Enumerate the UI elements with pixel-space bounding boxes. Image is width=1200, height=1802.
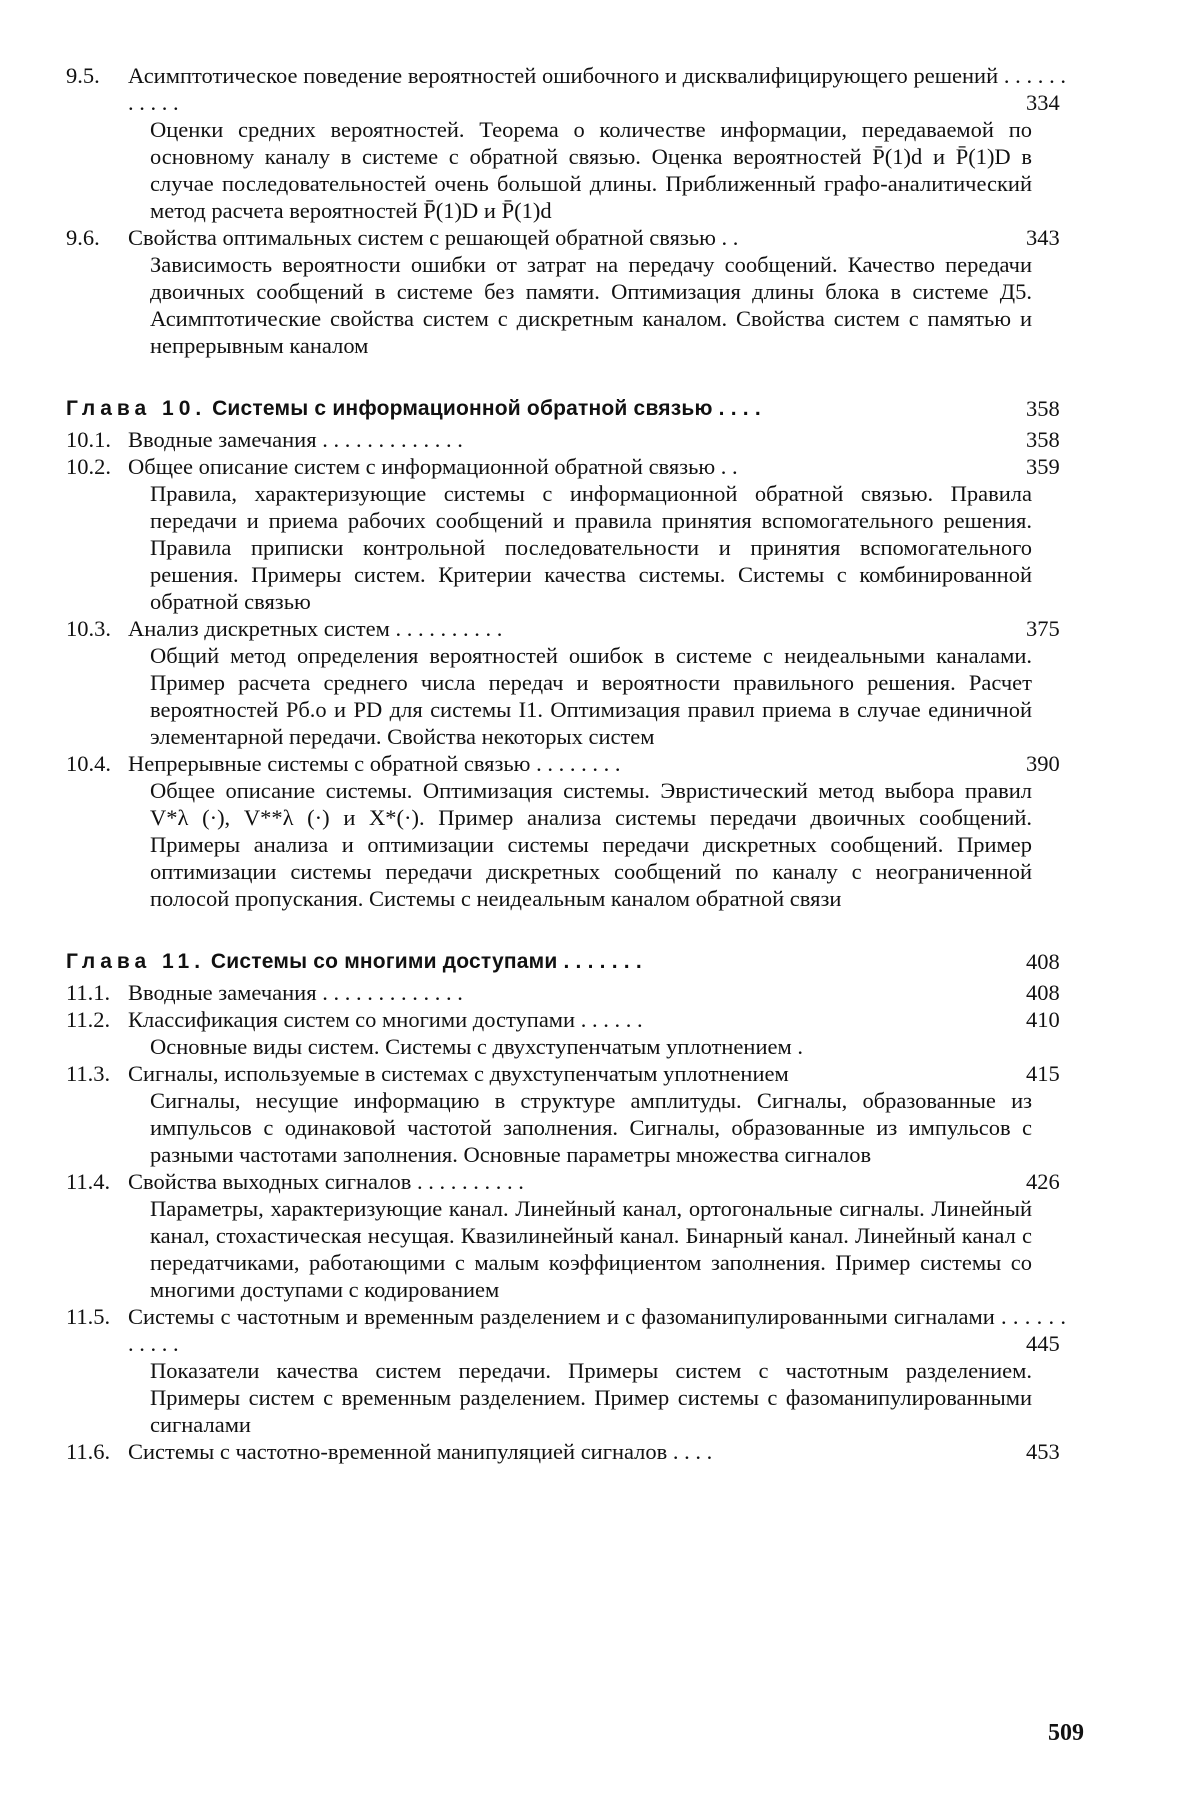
chapter-label: Глава 10. — [66, 397, 207, 420]
toc-entry — [66, 224, 1066, 359]
section-title: Вводные замечания . . . . . . . . . . . . . — [128, 980, 463, 1005]
toc-entry — [66, 1303, 1066, 1438]
toc-entry — [66, 615, 1066, 750]
section-title: Асимптотическое поведение вероятностей ошибочного и дисквалифицирующего решений . . . . . . . . . . . — [128, 63, 1066, 115]
toc-entry — [66, 62, 1066, 224]
toc-entry — [66, 453, 1066, 615]
page-ref: 358 — [1026, 427, 1060, 452]
section-details: Параметры, характеризующие канал. Линейный канал, ортогональные сигналы. Линейный канал, стохастическая несущая. Квазилинейный канал. Бинарный канал. Линейный канал с передатчиками, работающими с малым коэффициентом заполнения. Пример системы со многими доступами с кодированием — [150, 1196, 1032, 1302]
page-ref: 426 — [1026, 1169, 1060, 1194]
table-of-contents — [66, 62, 1066, 1465]
chapter-heading — [66, 395, 1066, 422]
section-title: Сигналы, используемые в системах с двухступенчатым уплотнением — [128, 1061, 789, 1086]
toc-entry — [66, 1438, 1066, 1465]
toc-entry — [66, 1168, 1066, 1303]
section-details: Оценки средних вероятностей. Теорема о количестве информации, передаваемой по основному каналу в системе с обратной связью. Оценка вероятностей P̄(1)d и P̄(1)D в случае последовательностей очень большой длины. Приближенный графо-аналитический метод расчета вероятностей P̄(1)D и P̄(1)d — [150, 117, 1032, 223]
page-ref: 415 — [1026, 1061, 1060, 1086]
chapter-title: Системы со многими доступами . . . . . . . — [210, 950, 642, 973]
section-number: 10.4. — [66, 751, 111, 776]
section-title: Системы с частотно-временной манипуляцией сигналов . . . . — [128, 1439, 713, 1464]
section-number: 11.6. — [66, 1439, 111, 1464]
page-ref: 408 — [1026, 949, 1060, 974]
section-details: Общий метод определения вероятностей ошибок в системе с неидеальными каналами. Пример расчета среднего числа передач и вероятности правильного решения. Расчет вероятностей Pб.о и PD для системы I1. Оптимизация правил приема в случае единичной элементарной передачи. Свойства некоторых систем — [150, 643, 1032, 749]
page-ref: 343 — [1026, 225, 1060, 250]
section-title: Системы с частотным и временным разделением и с фазоманипулированными сигналами . . . . . . . . . . . — [128, 1304, 1066, 1356]
section-title: Вводные замечания . . . . . . . . . . . . . — [128, 427, 463, 452]
chapter-label: Глава 11. — [66, 950, 206, 973]
page-ref: 390 — [1026, 751, 1060, 776]
toc-entry — [66, 1006, 1066, 1060]
section-title: Свойства оптимальных систем с решающей обратной связью . . — [128, 225, 739, 250]
page-ref: 410 — [1026, 1007, 1060, 1032]
section-title: Классификация систем со многими доступами . . . . . . — [128, 1007, 643, 1032]
page-ref: 334 — [1026, 90, 1060, 115]
section-number: 10.3. — [66, 616, 111, 641]
section-details: Основные виды систем. Системы с двухступенчатым уплотнением . — [150, 1034, 803, 1059]
section-number: 9.6. — [66, 225, 100, 250]
page-number: 509 — [1048, 1720, 1084, 1746]
section-title: Непрерывные системы с обратной связью . . . . . . . . — [128, 751, 621, 776]
section-details: Правила, характеризующие системы с информационной обратной связью. Правила передачи и приема рабочих сообщений и правила принятия вспомогательного решения. Правила приписки контрольной последовательности и принятия вспомогательного решения. Примеры систем. Критерии качества системы. Системы с комбинированной обратной связью — [150, 481, 1032, 614]
section-details: Общее описание системы. Оптимизация системы. Эвристический метод выбора правил V*λ (·), V**λ (·) и X*(·). Пример анализа системы передачи двоичных сообщений. Примеры анализа и оптимизации системы передачи дискретных сообщений. Пример оптимизации системы передачи дискретных сообщений по каналу с неограниченной полосой пропускания. Системы с неидеальным каналом обратной связи — [150, 778, 1032, 911]
toc-entry — [66, 750, 1066, 912]
section-number: 9.5. — [66, 63, 100, 88]
toc-entry — [66, 979, 1066, 1006]
chapter-heading — [66, 948, 1066, 975]
section-number: 11.3. — [66, 1061, 111, 1086]
section-details: Зависимость вероятности ошибки от затрат на передачу сообщений. Качество передачи двоичных сообщений в системе без памяти. Оптимизация длины блока в системе Д5. Асимптотические свойства систем с дискретным каналом. Свойства систем с памятью и непрерывным каналом — [150, 252, 1032, 358]
page-ref: 375 — [1026, 616, 1060, 641]
section-number: 11.5. — [66, 1304, 111, 1329]
chapter-title: Системы с информационной обратной связью . . . . — [212, 397, 761, 420]
section-title: Анализ дискретных систем . . . . . . . . . . — [128, 616, 503, 641]
section-number: 10.1. — [66, 427, 111, 452]
section-title: Общее описание систем с информационной обратной связью . . — [128, 454, 738, 479]
page-ref: 358 — [1026, 396, 1060, 421]
section-number: 10.2. — [66, 454, 111, 479]
page-ref: 445 — [1026, 1331, 1060, 1356]
section-number: 11.2. — [66, 1007, 111, 1032]
toc-entry — [66, 1060, 1066, 1168]
section-details: Сигналы, несущие информацию в структуре амплитуды. Сигналы, образованные из импульсов с одинаковой частотой заполнения. Сигналы, образованные из импульсов с разными частотами заполнения. Основные параметры множества сигналов — [150, 1088, 1032, 1167]
toc-entry — [66, 426, 1066, 453]
page-ref: 408 — [1026, 980, 1060, 1005]
page-ref: 453 — [1026, 1439, 1060, 1464]
section-number: 11.4. — [66, 1169, 111, 1194]
section-number: 11.1. — [66, 980, 111, 1005]
section-title: Свойства выходных сигналов . . . . . . . . . . — [128, 1169, 524, 1194]
section-details: Показатели качества систем передачи. Примеры систем с частотным разделением. Примеры систем с временным разделением. Пример системы с фазоманипулированными сигналами — [150, 1358, 1032, 1437]
page-ref: 359 — [1026, 454, 1060, 479]
